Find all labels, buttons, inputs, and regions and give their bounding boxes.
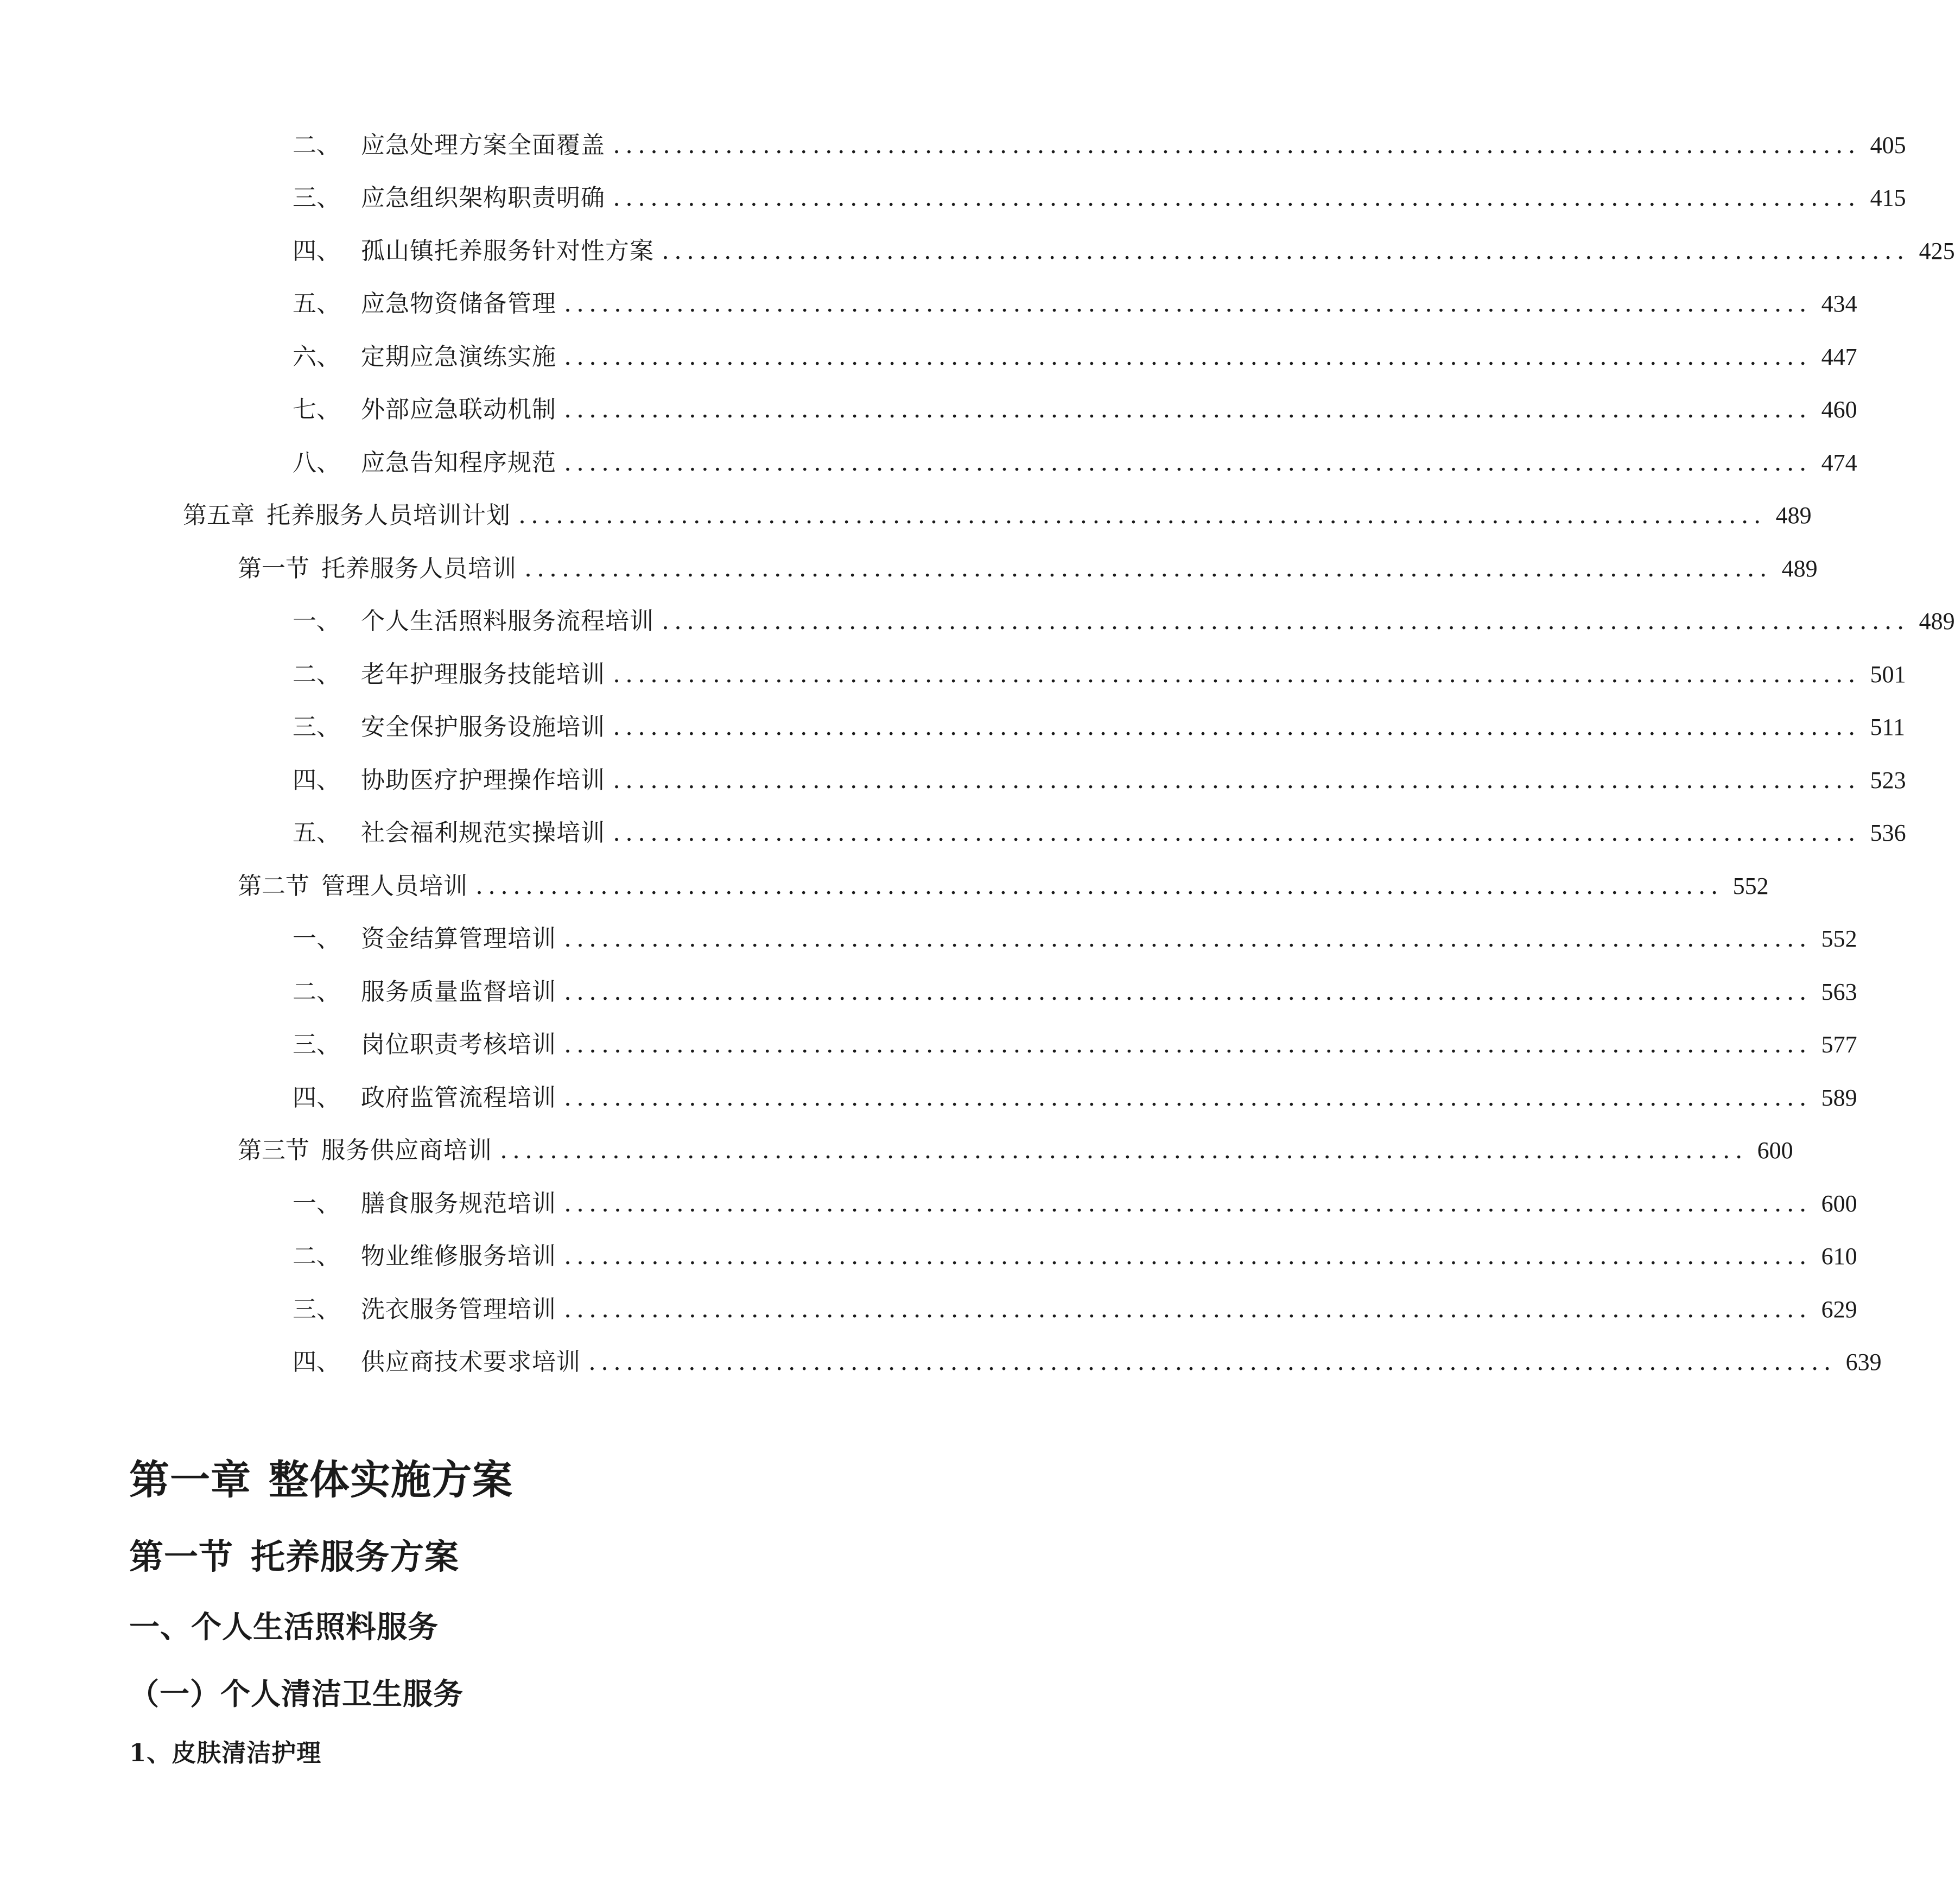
toc-entry-number: 三、 bbox=[293, 1296, 340, 1323]
toc-leader-dots: .................................................................................................... bbox=[564, 290, 1812, 318]
toc-entry-number: 四、 bbox=[293, 237, 340, 265]
toc-entry-title: 资金结算管理培训 bbox=[361, 925, 556, 953]
toc-entry-title: 应急物资储备管理 bbox=[361, 290, 556, 318]
toc-leader-dots: .................................................................................................... bbox=[662, 607, 1909, 635]
toc-leader-dots: .................................................................................................... bbox=[475, 872, 1723, 900]
toc-entry-number: 五、 bbox=[293, 290, 340, 318]
toc-entry-title: 政府监管流程培训 bbox=[361, 1084, 556, 1112]
toc-entry-number: 二、 bbox=[293, 1242, 340, 1270]
toc-leader-dots: .................................................................................................... bbox=[564, 1242, 1812, 1270]
toc-entry-page: 600 bbox=[1757, 1137, 1793, 1164]
toc-leader-dots: .................................................................................................... bbox=[564, 1296, 1812, 1323]
toc-leader-dots: .................................................................................................... bbox=[564, 1190, 1812, 1217]
toc-leader-dots: .................................................................................................... bbox=[564, 396, 1812, 423]
toc-entry-title: 膳食服务规范培训 bbox=[361, 1190, 556, 1217]
toc-entry-number: 三、 bbox=[293, 713, 340, 741]
toc-entry-title: 服务质量监督培训 bbox=[361, 978, 556, 1006]
toc-entry-title: 物业维修服务培训 bbox=[361, 1242, 556, 1270]
toc-entry-number: 一、 bbox=[293, 1190, 340, 1217]
section-number: 第一节 bbox=[129, 1537, 233, 1577]
toc-leader-dots: .................................................................................................... bbox=[588, 1348, 1836, 1376]
toc-entry-page: 434 bbox=[1821, 290, 1857, 317]
toc-entry-number: 四、 bbox=[293, 1348, 340, 1376]
toc-entry[interactable] bbox=[293, 1082, 1857, 1114]
toc-entry-page: 600 bbox=[1821, 1190, 1857, 1217]
toc-leader-dots: .................................................................................................... bbox=[564, 978, 1812, 1006]
toc-entry-page: 474 bbox=[1821, 449, 1857, 476]
toc-entry-title: 应急处理方案全面覆盖 bbox=[361, 131, 605, 159]
toc-entry[interactable] bbox=[293, 764, 1906, 797]
toc-entry-number: 六、 bbox=[293, 343, 340, 371]
toc-entry-number: 四、 bbox=[293, 766, 340, 794]
toc-entry-title: 托养服务人员培训计划 bbox=[266, 502, 511, 529]
toc-entry-number: 第三节 bbox=[238, 1137, 309, 1164]
toc-entry-page: 501 bbox=[1870, 661, 1906, 688]
toc-leader-dots: .................................................................................................... bbox=[564, 343, 1812, 371]
toc-entry-page: 536 bbox=[1870, 820, 1906, 846]
toc-entry-number: 二、 bbox=[293, 978, 340, 1006]
toc-entry-title: 托养服务人员培训 bbox=[321, 555, 517, 582]
toc-leader-dots: .................................................................................................... bbox=[613, 661, 1861, 688]
toc-entry[interactable] bbox=[293, 235, 1955, 268]
toc-entry[interactable] bbox=[293, 605, 1955, 638]
chapter-title: 整体实施方案 bbox=[269, 1457, 513, 1503]
toc-entry-page: 610 bbox=[1821, 1243, 1857, 1270]
toc-entry-page: 577 bbox=[1821, 1031, 1857, 1058]
toc-entry-page: 489 bbox=[1919, 608, 1955, 634]
toc-entry-page: 523 bbox=[1870, 767, 1906, 794]
toc-entry-title: 定期应急演练实施 bbox=[361, 343, 556, 371]
toc-entry-number: 三、 bbox=[293, 184, 340, 212]
toc-entry-number: 第一节 bbox=[238, 555, 309, 582]
toc-leader-dots: .................................................................................................... bbox=[613, 184, 1861, 212]
toc-entry-page: 589 bbox=[1821, 1084, 1857, 1111]
toc-entry-page: 629 bbox=[1821, 1296, 1857, 1323]
toc-entry[interactable] bbox=[293, 923, 1857, 955]
toc-entry[interactable] bbox=[293, 1293, 1857, 1326]
toc-entry-title: 老年护理服务技能培训 bbox=[361, 661, 605, 688]
chapter-heading bbox=[129, 1448, 513, 1506]
toc-entry[interactable] bbox=[293, 711, 1906, 744]
section-heading bbox=[129, 1529, 459, 1579]
toc-entry-title: 外部应急联动机制 bbox=[361, 396, 556, 423]
toc-entry[interactable] bbox=[293, 341, 1857, 373]
toc-entry-page: 415 bbox=[1870, 185, 1906, 211]
toc-entry-number: 二、 bbox=[293, 661, 340, 688]
toc-leader-dots: .................................................................................................... bbox=[500, 1137, 1748, 1164]
toc-entry[interactable] bbox=[293, 447, 1857, 479]
toc-entry-section[interactable] bbox=[238, 870, 1769, 903]
toc-entry-page: 405 bbox=[1870, 132, 1906, 158]
toc-entry-section[interactable] bbox=[238, 553, 1818, 585]
toc-leader-dots: .................................................................................................... bbox=[613, 713, 1861, 741]
toc-entry-title: 安全保护服务设施培训 bbox=[361, 713, 605, 741]
toc-entry-number: 四、 bbox=[293, 1084, 340, 1112]
section-title: 托养服务方案 bbox=[251, 1537, 459, 1577]
toc-entry-page: 563 bbox=[1821, 979, 1857, 1005]
toc-entry-number: 二、 bbox=[293, 131, 340, 159]
toc-entry-number: 第五章 bbox=[183, 502, 255, 529]
toc-entry-title: 服务供应商培训 bbox=[321, 1137, 492, 1164]
toc-entry-title: 管理人员培训 bbox=[321, 872, 468, 900]
subsubsection-heading: （一）个人清洁卫生服务 bbox=[129, 1676, 464, 1711]
toc-entry-number: 五、 bbox=[293, 819, 340, 847]
toc-leader-dots: .................................................................................................... bbox=[564, 1031, 1812, 1058]
toc-leader-dots: .................................................................................................... bbox=[564, 1084, 1812, 1112]
toc-entry-number: 一、 bbox=[293, 607, 340, 635]
toc-entry[interactable] bbox=[293, 394, 1857, 426]
toc-entry[interactable] bbox=[293, 1029, 1857, 1061]
toc-leader-dots: .................................................................................................... bbox=[613, 131, 1861, 159]
toc-entry-page: 511 bbox=[1870, 714, 1906, 740]
toc-entry-title: 应急组织架构职责明确 bbox=[361, 184, 605, 212]
toc-entry-section[interactable] bbox=[238, 1134, 1793, 1167]
toc-entry-number: 第二节 bbox=[238, 872, 309, 900]
toc-entry-title: 孤山镇托养服务针对性方案 bbox=[361, 237, 654, 265]
toc-entry-number: 三、 bbox=[293, 1031, 340, 1058]
toc-entry-page: 639 bbox=[1845, 1349, 1882, 1375]
toc-entry-page: 447 bbox=[1821, 344, 1857, 370]
toc-entry-page: 489 bbox=[1775, 502, 1812, 529]
toc-entry-number: 八、 bbox=[293, 449, 340, 477]
subsection-heading: 一、个人生活照料服务 bbox=[129, 1609, 439, 1645]
toc-leader-dots: .................................................................................................... bbox=[613, 819, 1861, 847]
toc-entry[interactable] bbox=[293, 817, 1906, 849]
toc-leader-dots: .................................................................................................... bbox=[564, 925, 1812, 953]
toc-entry-page: 552 bbox=[1821, 925, 1857, 952]
toc-leader-dots: .................................................................................................... bbox=[518, 502, 1766, 529]
toc-entry-page: 425 bbox=[1919, 238, 1955, 264]
toc-entry[interactable] bbox=[293, 1346, 1882, 1379]
toc-entry-title: 个人生活照料服务流程培训 bbox=[361, 607, 654, 635]
toc-leader-dots: .................................................................................................... bbox=[564, 449, 1812, 477]
toc-entry[interactable] bbox=[293, 1240, 1857, 1273]
toc-entry-title: 洗衣服务管理培训 bbox=[361, 1296, 556, 1323]
toc-entry[interactable] bbox=[293, 1188, 1857, 1220]
toc-entry-page: 552 bbox=[1732, 873, 1769, 899]
toc-entry[interactable] bbox=[293, 182, 1906, 214]
toc-entry-title: 供应商技术要求培训 bbox=[361, 1348, 581, 1376]
chapter-number: 第一章 bbox=[129, 1457, 251, 1503]
toc-entry-number: 一、 bbox=[293, 925, 340, 953]
toc-entry-chapter[interactable] bbox=[183, 499, 1812, 532]
toc-entry-title: 岗位职责考核培训 bbox=[361, 1031, 556, 1058]
toc-leader-dots: .................................................................................................... bbox=[524, 555, 1772, 582]
toc-entry-page: 489 bbox=[1781, 555, 1818, 582]
toc-entry[interactable] bbox=[293, 288, 1857, 320]
toc-entry-page: 460 bbox=[1821, 396, 1857, 423]
toc-entry-title: 协助医疗护理操作培训 bbox=[361, 766, 605, 794]
point-heading: 1、皮肤清洁护理 bbox=[129, 1738, 322, 1767]
toc-leader-dots: .................................................................................................... bbox=[613, 766, 1861, 794]
toc-entry-title: 应急告知程序规范 bbox=[361, 449, 556, 477]
toc-entry[interactable] bbox=[293, 658, 1906, 691]
toc-leader-dots: .................................................................................................... bbox=[662, 237, 1909, 265]
toc-entry[interactable] bbox=[293, 129, 1906, 162]
toc-entry-number: 七、 bbox=[293, 396, 340, 423]
toc-entry[interactable] bbox=[293, 976, 1857, 1008]
toc-entry-title: 社会福利规范实操培训 bbox=[361, 819, 605, 847]
